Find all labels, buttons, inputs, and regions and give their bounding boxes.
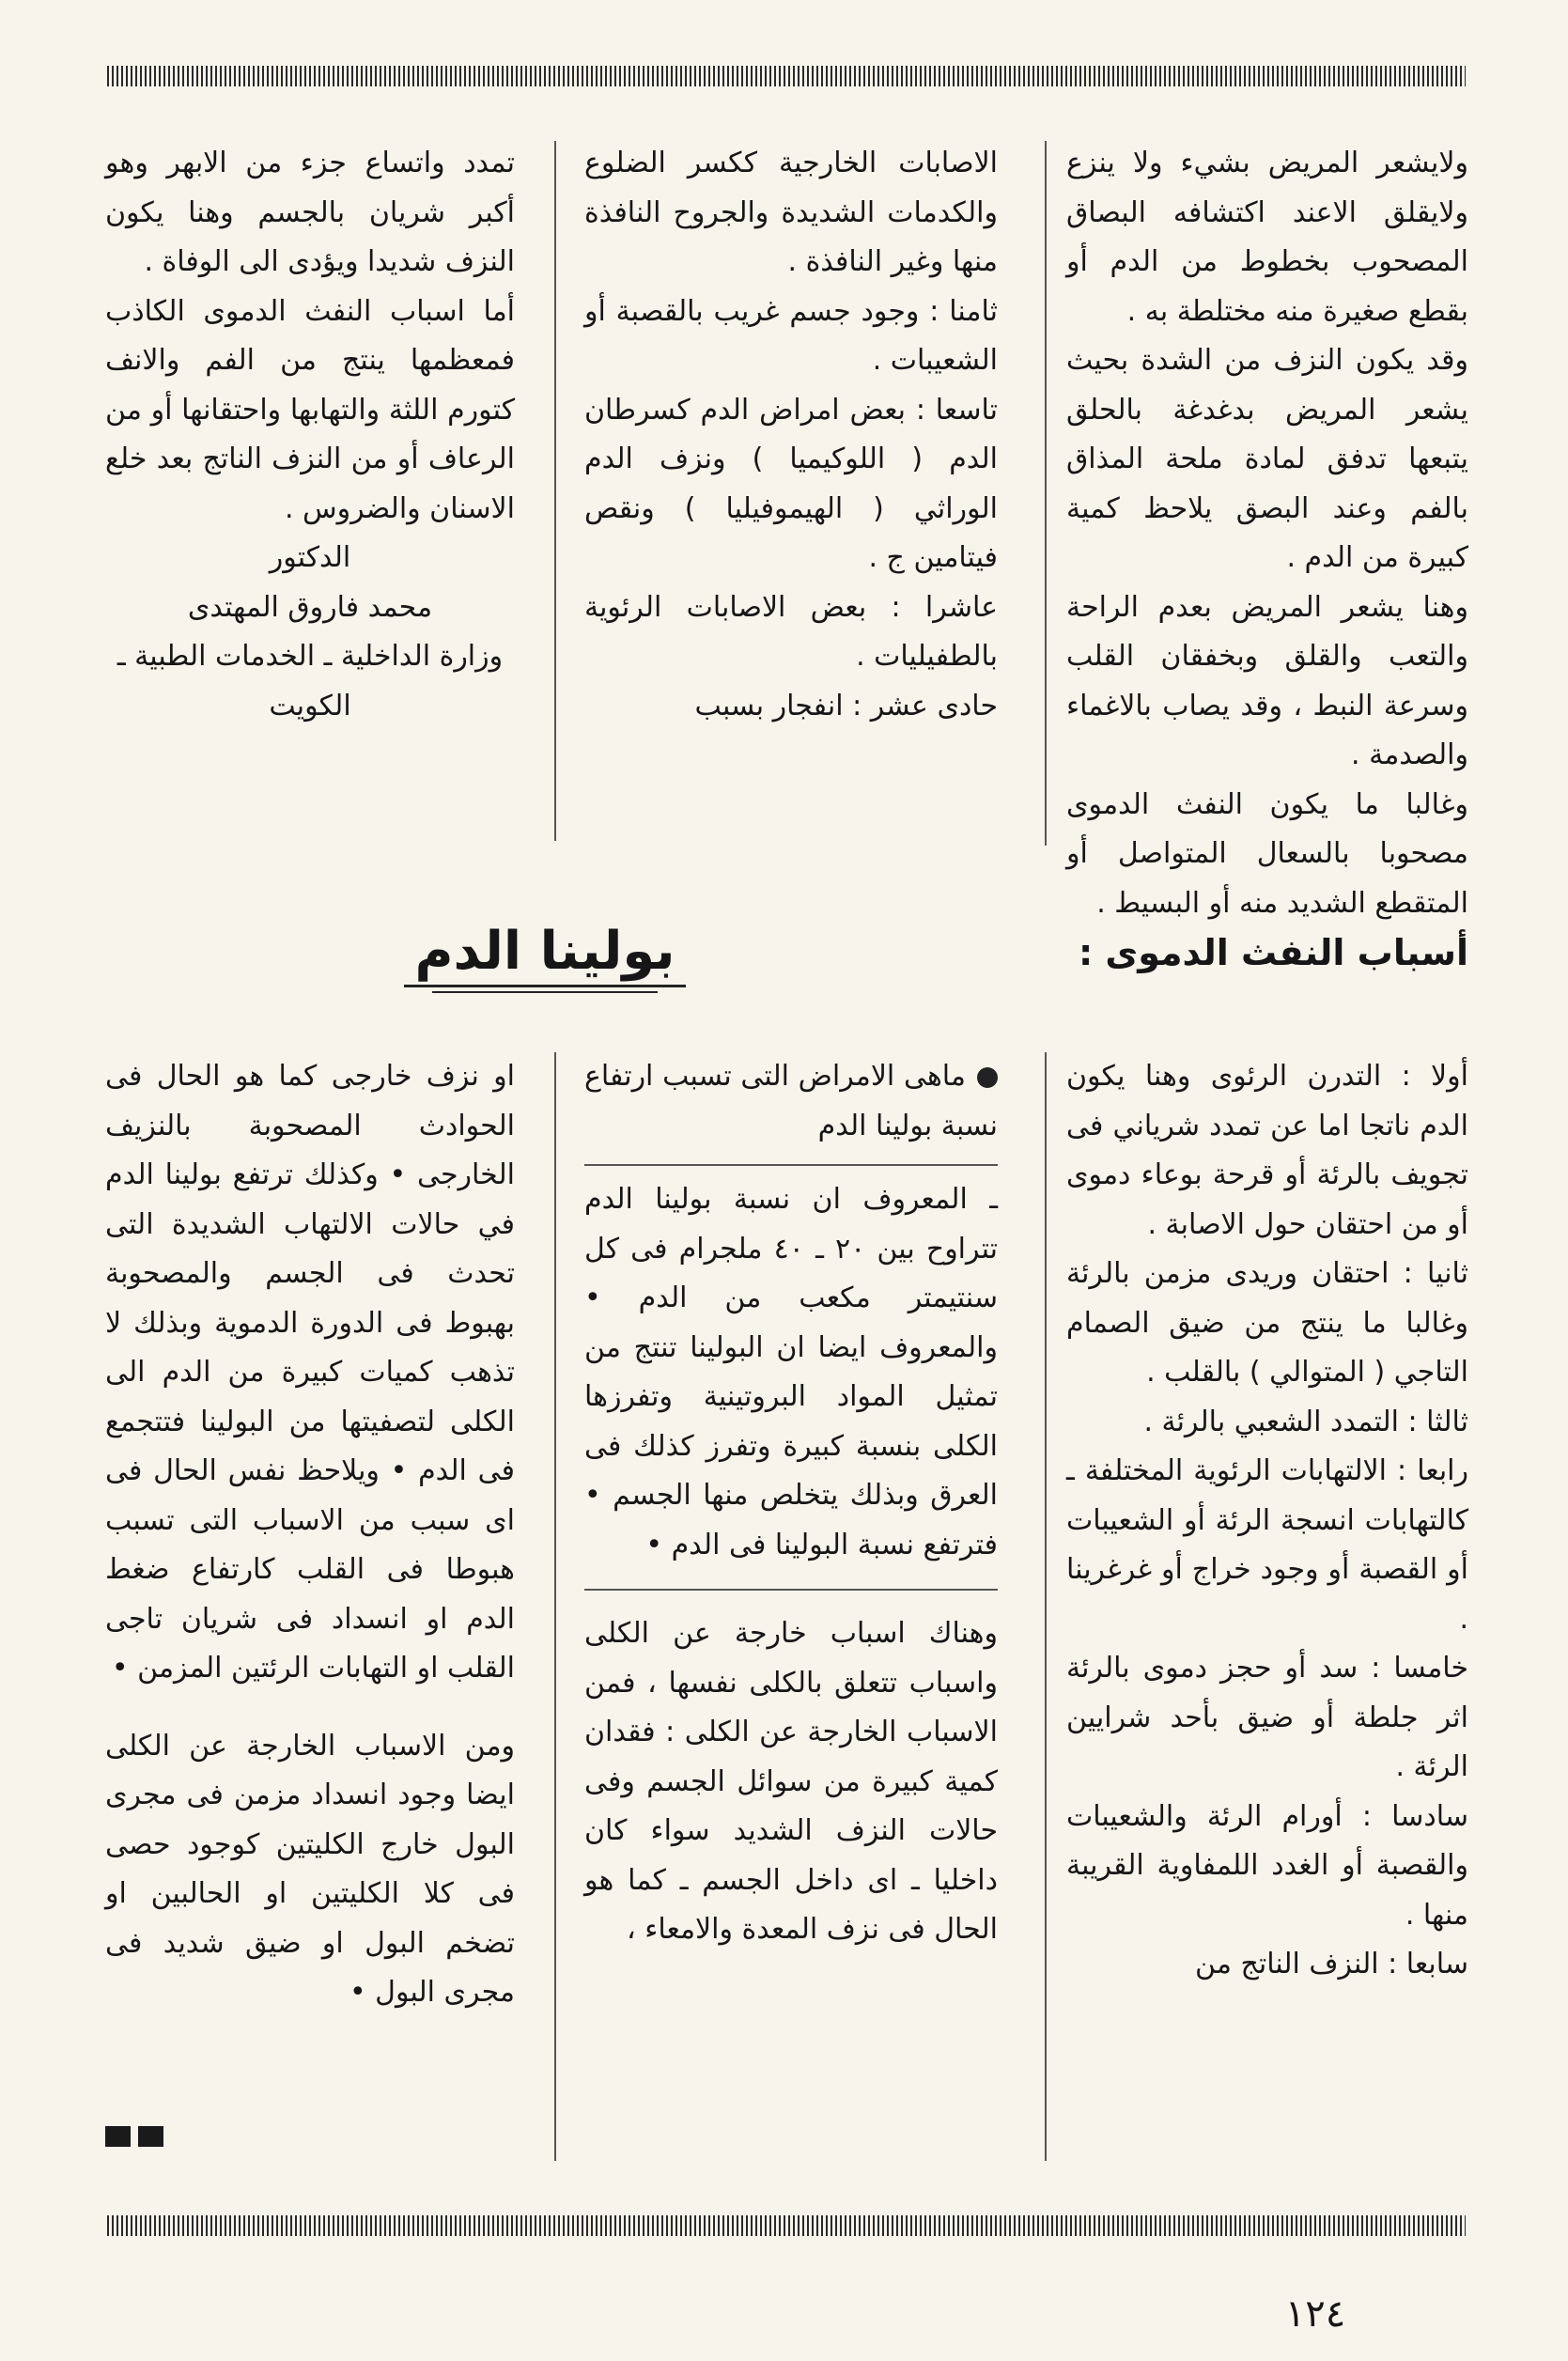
paragraph: تاسعا : بعض امراض الدم كسرطان الدم ( اللوكيميا ) ونزف الدم الوراثي ( الهيموفيليا ) ونقص فيتامين ج . xyxy=(584,393,998,574)
paragraph: الاصابات الخارجية ككسر الضلوع والكدمات الشديدة والجروح النافذة منها وغير النافذة . xyxy=(584,147,998,278)
paragraph: وقد يكون النزف من الشدة بحيث يشعر المريض بدغدغة بالحلق يتبعها تدفق لمادة ملحة المذاق بالفم وعند البصق يلاحظ كمية كبيرة من الدم . xyxy=(1066,344,1468,574)
paragraph xyxy=(584,1052,998,1151)
author-title: الدكتور xyxy=(269,541,351,574)
question-text: ماهى الامراض التى تسبب ارتفاع نسبة بولينا الدم xyxy=(584,1060,998,1142)
column-divider xyxy=(1045,1052,1047,2161)
paragraph: وغالبا ما يكون النفث الدموى مصحوبا بالسعال المتواصل أو المتقطع الشديد منه أو البسيط . xyxy=(1066,787,1468,920)
bottom-middle-column xyxy=(584,1052,998,1955)
paragraph: رابعا : الالتهابات الرئوية المختلفة ـ كالتهابات انسجة الرئة أو الشعيبات أو القصبة أو وجود خراج أو غرغرينا . xyxy=(1066,1454,1468,1636)
bullet-icon xyxy=(977,1067,998,1088)
top-right-column xyxy=(1066,139,1468,978)
end-of-article-mark xyxy=(105,2126,163,2147)
author-name: محمد فاروق المهتدى xyxy=(187,590,433,624)
column-divider xyxy=(554,141,556,841)
column-divider xyxy=(1045,141,1047,846)
paragraph: ثانيا : احتقان وريدى مزمن بالرئة وغالبا ما ينتج من ضيق الصمام التاجي ( المتوالي ) بالقلب . xyxy=(1066,1257,1468,1389)
bottom-decorative-rule xyxy=(107,2215,1466,2236)
paragraph: ومن الاسباب الخارجة عن الكلى ايضا وجود انسداد مزمن فى مجرى البول خارج الكليتين كوجود حصى فى كلا الكليتين او الحالبين او تضخم البول او ضيق شديد فى مجرى البول • xyxy=(105,1729,515,2009)
paragraph: وهناك اسباب خارجة عن الكلى واسباب تتعلق بالكلى نفسها ، فمن الاسباب الخارجة عن الكلى : فقدان كمية كبيرة من سوائل الجسم وفى حالات النزف الشديد سواء كان داخليا ـ اى داخل الجسم ـ كما هو الحال فى نزف المعدة والامعاء ، xyxy=(584,1617,998,1946)
paragraph: خامسا : سد أو حجز دموى بالرئة اثر جلطة أو ضيق بأحد شرايين الرئة . xyxy=(1066,1652,1468,1783)
paragraph: ـ المعروف ان نسبة بولينا الدم تتراوح بين ٢٠ ـ ٤٠ ملجرام فى كل سنتيمتر مكعب من الدم • والمعروف ايضا ان البولينا تنتج من تمثيل المواد البروتينية وتفرزها الكلى بنسبة كبيرة وتفرز كذلك فى العرق وبذلك يتخلص منها الجسم • فترتفع نسبة البولينا فى الدم • xyxy=(584,1183,998,1561)
page-number: ١٢٤ xyxy=(1284,2292,1346,2336)
author-affiliation: وزارة الداخلية ـ الخدمات الطبية ـ الكويت xyxy=(116,640,504,722)
article-title: بولينا الدم xyxy=(404,919,686,987)
paragraph: حادى عشر : انفجار بسبب xyxy=(694,689,998,722)
separator xyxy=(584,1164,998,1166)
paragraph: سادسا : أورام الرئة والشعيبات والقصبة أو الغدد اللمفاوية القريبة منها . xyxy=(1066,1799,1468,1932)
column-divider xyxy=(554,1052,556,2161)
paragraph: وهنا يشعر المريض بعدم الراحة والتعب والقلق وبخفقان القلب وسرعة النبط ، وقد يصاب بالاغماء والصدمة . xyxy=(1066,590,1468,771)
paragraph: تمدد واتساع جزء من الابهر وهو أكبر شريان بالجسم وهنا يكون النزف شديدا ويؤدى الى الوفاة . xyxy=(105,147,515,278)
paragraph: أما اسباب النفث الدموى الكاذب فمعظمها ينتج من الفم والانف كتورم اللثة والتهابها واحتقانها أو من الرعاف أو من النزف الناتج بعد خلع الاسنان والضروس . xyxy=(105,294,515,525)
paragraph: عاشرا : بعض الاصابات الرئوية بالطفيليات . xyxy=(584,590,998,673)
paragraph: ثامنا : وجود جسم غريب بالقصبة أو الشعيبات . xyxy=(584,294,998,377)
paragraph: ولايشعر المريض بشيء ولا ينزع ولايقلق الاعند اكتشافه البصاق المصحوب بخطوط من الدم أو بقطع صغيرة منه مختلطة به . xyxy=(1066,147,1468,328)
section-heading: أسباب النفث الدموى : xyxy=(1078,932,1468,973)
top-left-column xyxy=(105,139,515,731)
paragraph: او نزف خارجى كما هو الحال فى الحوادث المصحوبة بالنزيف الخارجى • وكذلك ترتفع بولينا الدم في حالات الالتهاب الشديدة التى تحدث فى الجسم والمصحوبة بهبوط فى الدورة الدموية وبذلك لا تذهب كميات كبيرة من الدم الى الكلى لتصفيتها من البولينا فتتجمع فى الدم • ويلاحظ نفس الحال فى اى سبب من الاسباب التى تسبب هبوطا فى القلب كارتفاع ضغط الدم او انسداد فى شريان تاجى القلب او التهابات الرئتين المزمن • xyxy=(105,1060,515,1685)
paragraph: أولا : التدرن الرئوى وهنا يكون الدم ناتجا اما عن تمدد شرياني فى تجويف بالرئة أو قرحة بوعاء دموى أو من احتقان حول الاصابة . xyxy=(1066,1060,1468,1241)
bottom-left-column xyxy=(105,1052,515,2018)
separator xyxy=(584,1589,998,1591)
right-column-continued xyxy=(1066,1052,1468,1990)
paragraph: سابعا : النزف الناتج من xyxy=(1195,1948,1468,1980)
paragraph: ثالثا : التمدد الشعبي بالرئة . xyxy=(1143,1405,1468,1438)
top-middle-column xyxy=(584,139,998,731)
top-decorative-rule xyxy=(107,66,1466,86)
